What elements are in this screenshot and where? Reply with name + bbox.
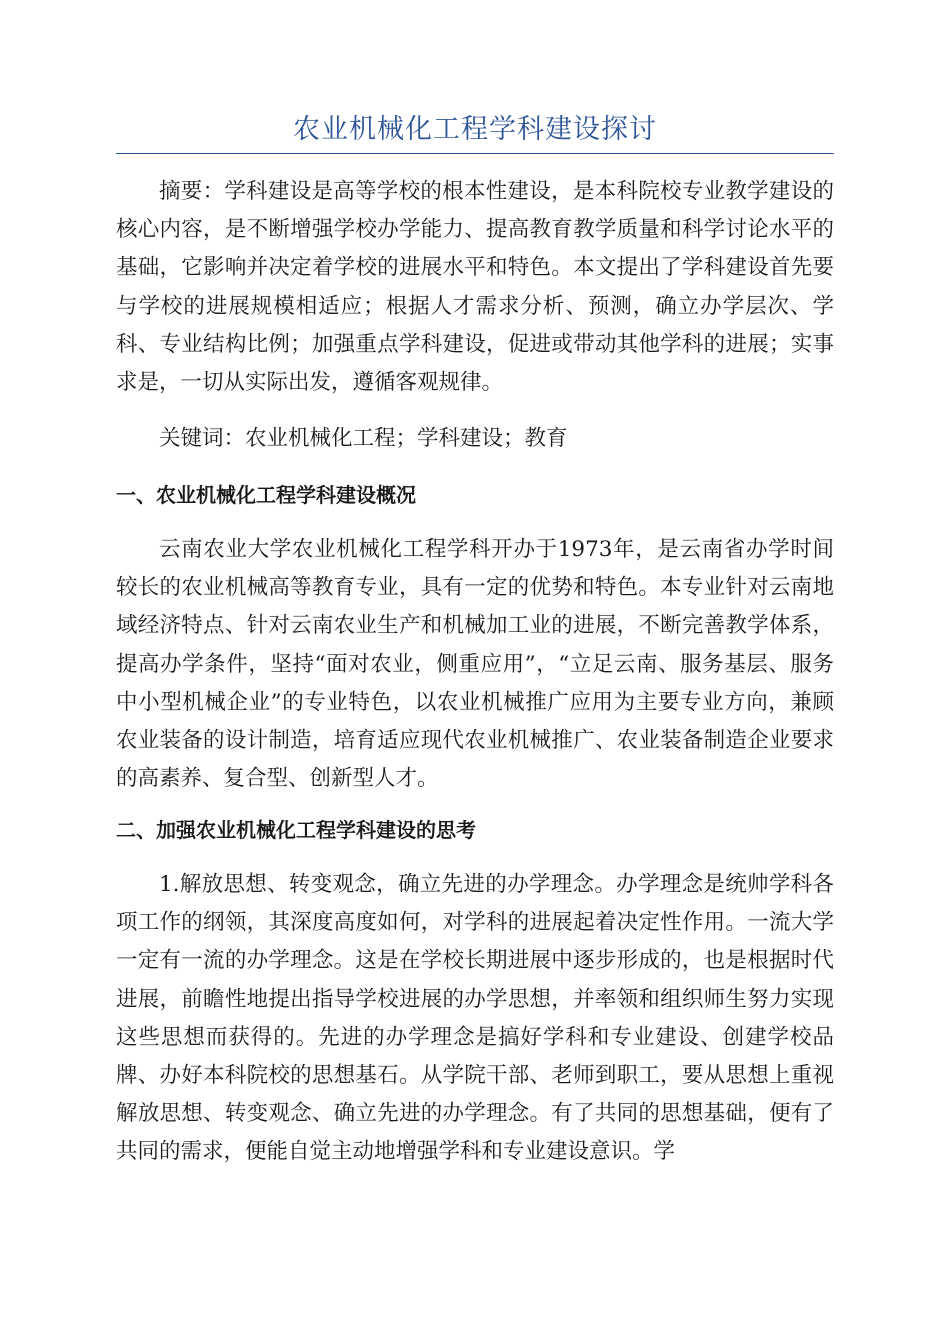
title-underline xyxy=(116,153,834,154)
section-2-heading: 二、加强农业机械化工程学科建设的思考 xyxy=(116,818,476,842)
section-1-paragraph: 云南农业大学农业机械化工程学科开办于1973年，是云南省办学时间较长的农业机械高等教育专业，具有一定的优势和特色。本专业针对云南地域经济特点、针对云南农业生产和机械加工业的进展，不断完善教学体系，提高办学条件，坚持“面对农业，侧重应用”，“立足云南、服务基层、服务中小型机械企业”的专业特色，以农业机械推广应用为主要专业方向，兼顾农业装备的设计制造，培育适应现代农业机械推广、农业装备制造企业要求的高素养、复合型、创新型人才。 xyxy=(116,537,834,792)
section-1-heading: 一、农业机械化工程学科建设概况 xyxy=(116,483,416,507)
keywords-line: 关键词：农业机械化工程；学科建设；教育 xyxy=(159,426,568,451)
abstract-paragraph: 摘要：学科建设是高等学校的根本性建设，是本科院校专业教学建设的核心内容，是不断增强学校办学能力、提高教育教学质量和科学讨论水平的基础，它影响并决定着学校的进展水平和特色。本文提出了学科建设首先要与学校的进展规模相适应；根据人才需求分析、预测，确立办学层次、学科、专业结构比例；加强重点学科建设，促进或带动其他学科的进展；实事求是，一切从实际出发，遵循客观规律。 xyxy=(116,179,834,396)
document-title: 农业机械化工程学科建设探讨 xyxy=(293,114,657,145)
section-2-paragraph: 1.解放思想、转变观念，确立先进的办学理念。办学理念是统帅学科各项工作的纲领，其深度高度如何，对学科的进展起着决定性作用。一流大学一定有一流的办学理念。这是在学校长期进展中逐步形成的，也是根据时代进展，前瞻性地提出指导学校进展的办学思想，并率领和组织师生努力实现这些思想而获得的。先进的办学理念是搞好学科和专业建设、创建学校品牌、办好本科院校的思想基石。从学院干部、老师到职工，要从思想上重视解放思想、转变观念、确立先进的办学理念。有了共同的思想基础，便有了共同的需求，便能自觉主动地增强学科和专业建设意识。学 xyxy=(116,872,834,1165)
